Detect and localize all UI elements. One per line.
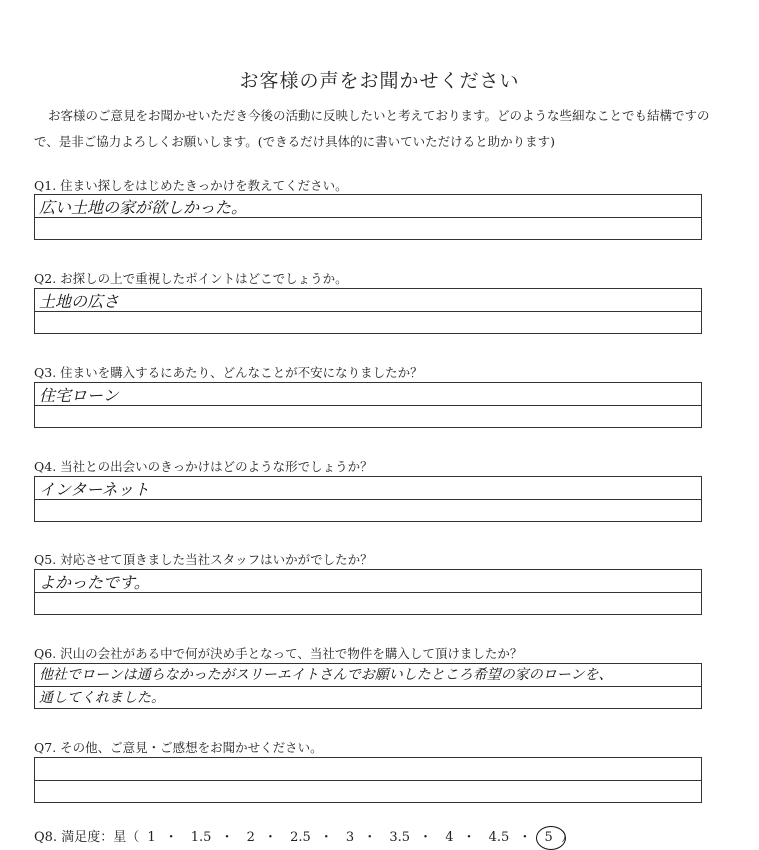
- rating-option-2-5[interactable]: 2.5: [290, 830, 311, 845]
- question-1-label: Q1. 住まい探しをはじめたきっかけを教えてください。: [34, 178, 348, 193]
- answer-1-line-1: 広い土地の家が欲しかった。: [39, 198, 248, 217]
- rating-option-3[interactable]: 3: [345, 830, 355, 845]
- question-7-label: Q7. その他、ご意見・ご感想をお聞かせください。: [34, 740, 323, 755]
- answer-box-5[interactable]: [34, 569, 702, 615]
- rating-close-paren: ）: [560, 830, 574, 845]
- answer-box-divider: [35, 405, 701, 406]
- rating-option-1[interactable]: 1: [147, 830, 156, 845]
- question-2-label: Q2. お探しの上で重視したポイントはどこでしょうか。: [34, 271, 348, 286]
- intro-text: お客様のご意見をお聞かせいただき今後の活動に反映したいと考えております。どのような些細なことでも結構ですので、是非ご協力よろしくお願いします。(できるだけ具体的に書いていただけると助かります): [34, 108, 710, 149]
- rating-option-3-5[interactable]: 3.5: [389, 830, 411, 845]
- satisfaction-rating: Q8. 満足度：星（ 1 ・ 1.5 ・ 2 ・ 2.5 ・ 3 ・ 3.5 ・ 4 ・ 4.5 ・ 5 ）: [34, 830, 574, 845]
- answer-6-line-2: 通してくれました。: [39, 690, 165, 706]
- rating-option-5-selected[interactable]: 5: [544, 830, 553, 845]
- question-6-label: Q6. 沢山の会社がある中で何が決め手となって、当社で物件を購入して頂けましたか？: [34, 646, 523, 661]
- answer-2-line-1: 土地の広さ: [39, 292, 120, 311]
- answer-box-divider: [35, 780, 701, 781]
- answer-box-4[interactable]: [34, 476, 702, 522]
- answer-6-line-1: 他社でローンは通らなかったがスリーエイトさんでお願いしたところ希望の家のローンを、: [39, 667, 613, 683]
- answer-box-1[interactable]: [34, 194, 702, 240]
- rating-option-2[interactable]: 2: [246, 830, 255, 845]
- answer-4-line-1: インターネット: [39, 480, 150, 499]
- question-4-label: Q4. 当社との出会いのきっかけはどのような形でしょうか？: [34, 459, 373, 474]
- answer-box-6[interactable]: [34, 663, 702, 709]
- rating-option-4[interactable]: 4: [445, 830, 454, 845]
- question-8-label: Q8. 満足度：星（: [34, 830, 140, 845]
- question-3-label: Q3. 住まいを購入するにあたり、どんなことが不安になりましたか？: [34, 365, 423, 380]
- answer-box-7[interactable]: [34, 757, 702, 803]
- question-5-label: Q5. 対応させて頂きました当社スタッフはいかがでしたか？: [34, 552, 373, 567]
- page-title: お客様の声をお聞かせください: [239, 70, 520, 92]
- rating-option-4-5[interactable]: 4.5: [488, 830, 510, 845]
- answer-box-3[interactable]: [34, 382, 702, 428]
- answer-3-line-1: 住宅ローン: [39, 386, 119, 405]
- rating-option-1-5[interactable]: 1.5: [190, 830, 212, 845]
- answer-5-line-1: よかったです。: [39, 573, 150, 592]
- answer-box-divider: [35, 311, 701, 312]
- answer-box-2[interactable]: [34, 288, 702, 334]
